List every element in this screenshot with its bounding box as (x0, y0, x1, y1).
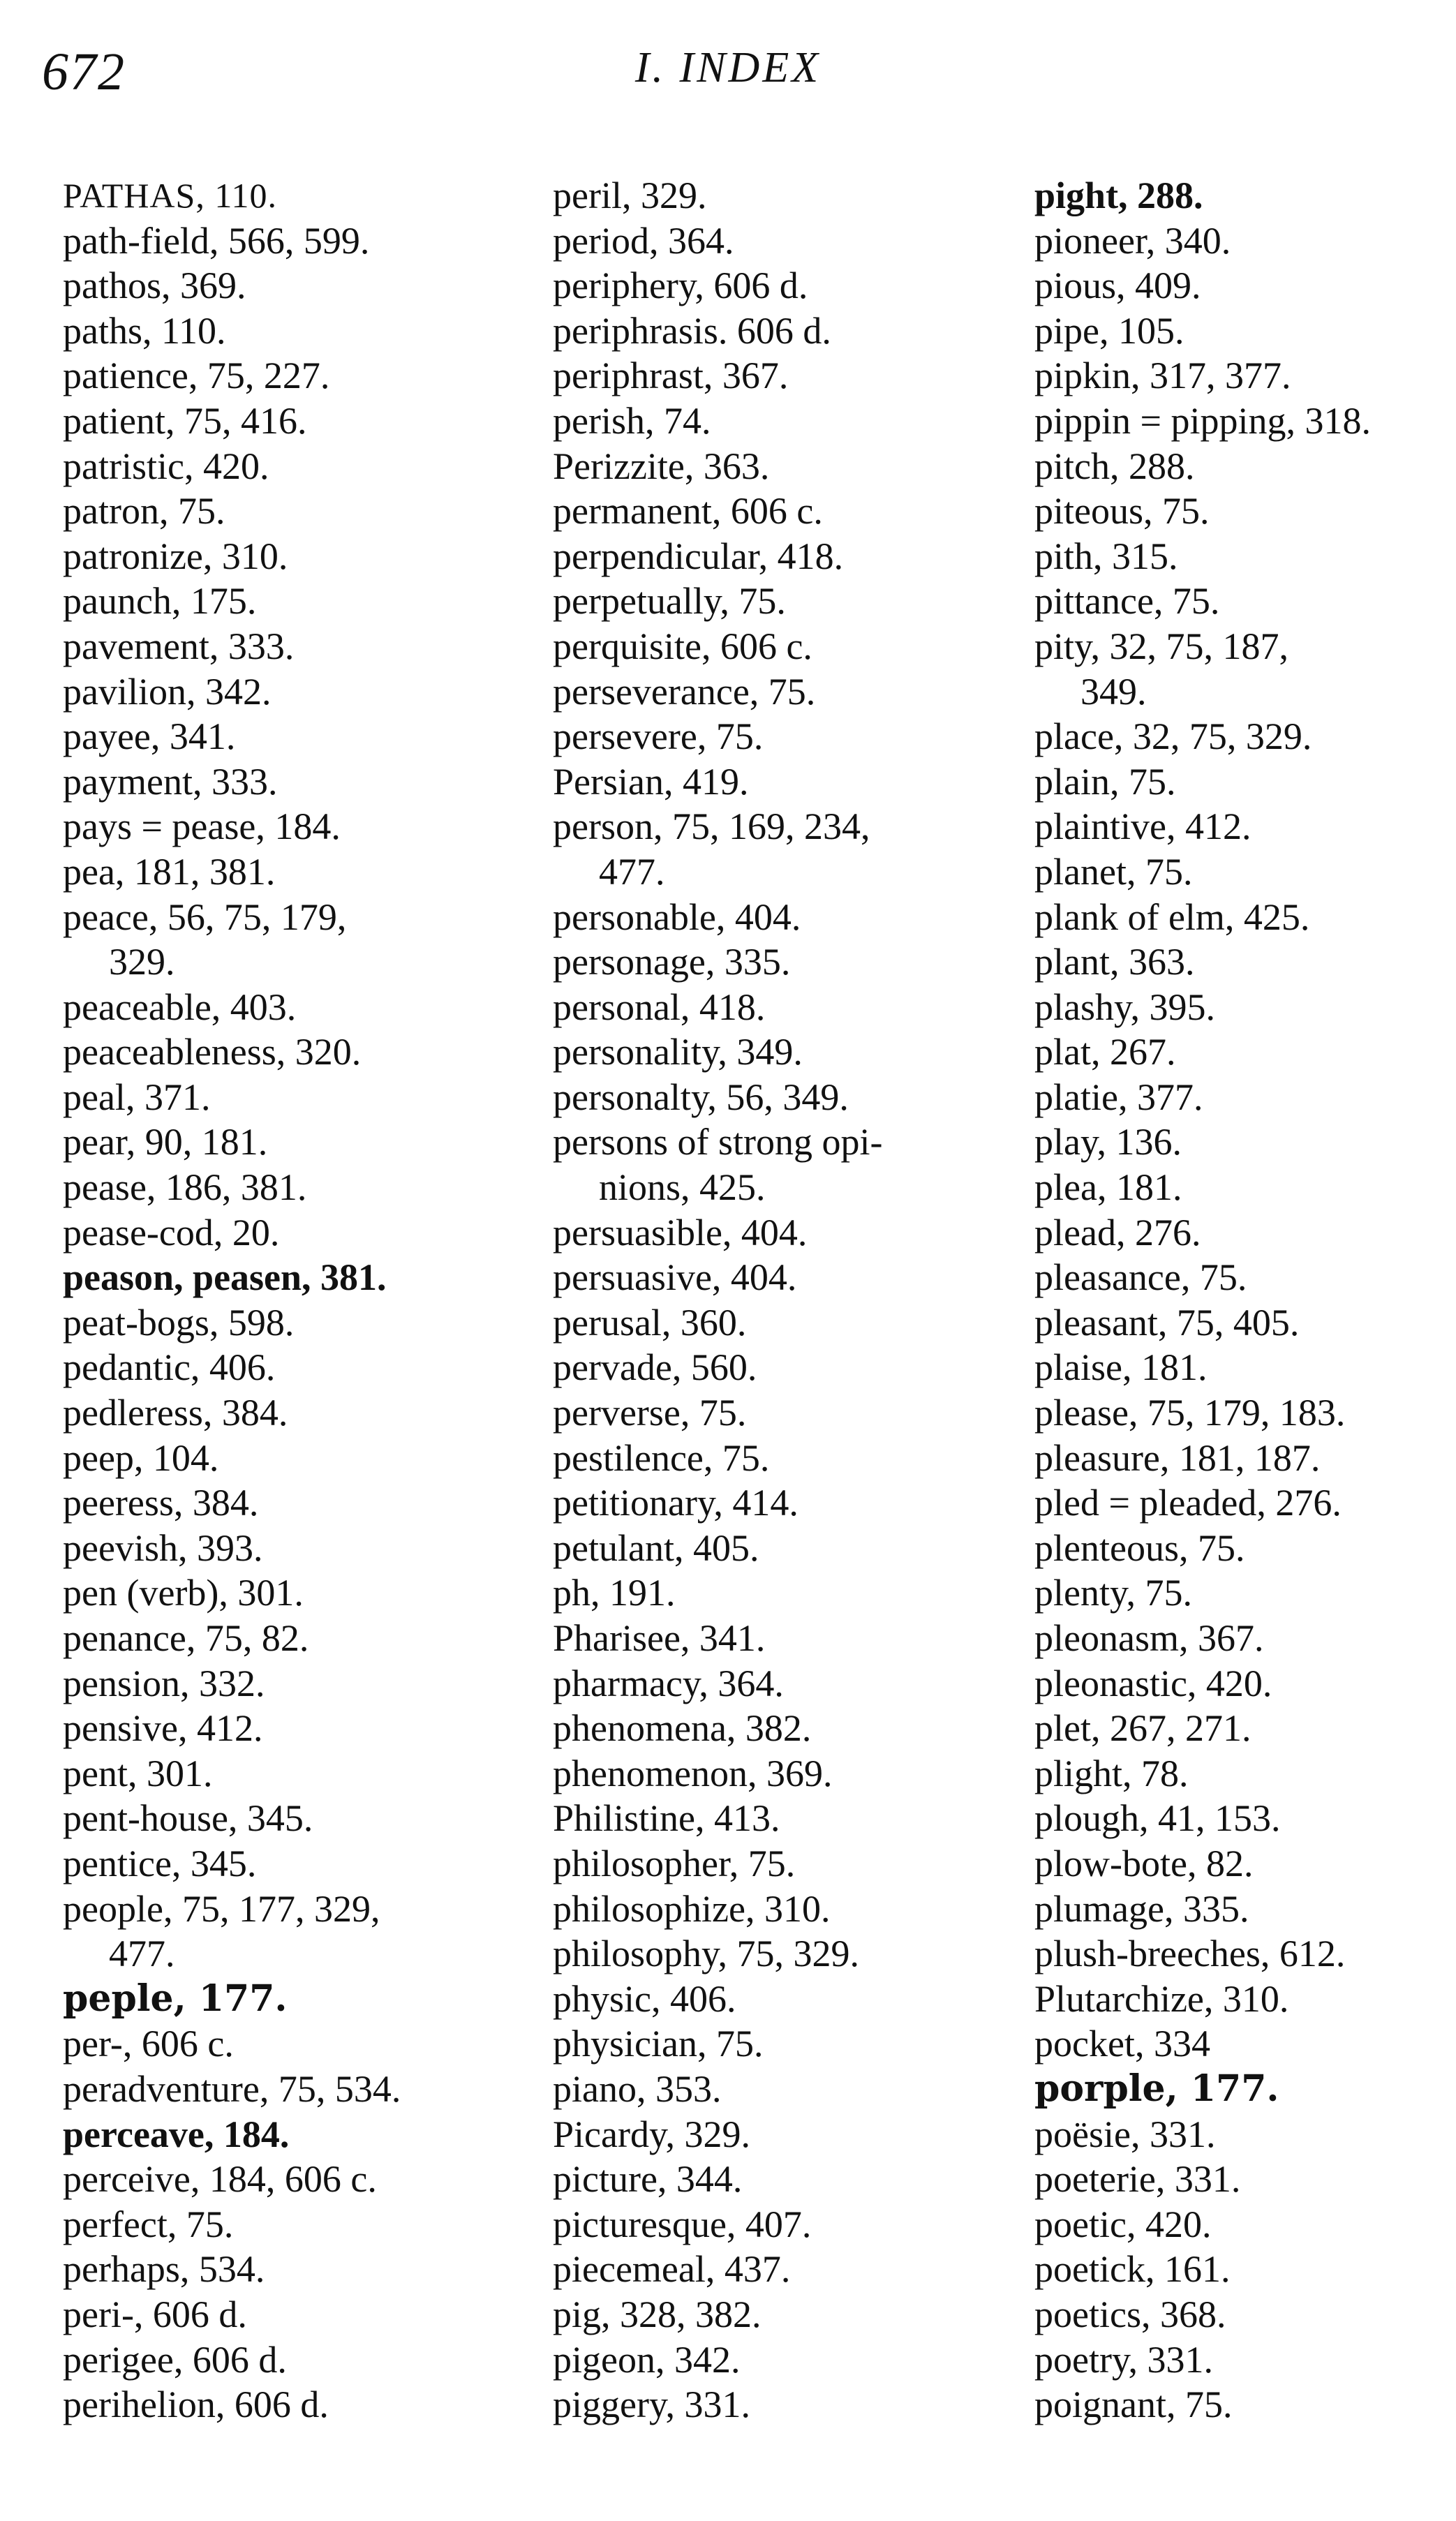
index-entry: peat-bogs, 598. (63, 1301, 295, 1344)
index-entry: pig, 328, 382. (553, 2293, 762, 2335)
index-entry: planet, 75. (1034, 850, 1193, 893)
index-entry: platie, 377. (1034, 1076, 1203, 1118)
index-entry: perverse, 75. (553, 1392, 747, 1434)
index-entry: perigee, 606 d. (63, 2338, 287, 2381)
index-entry: Plutarchize, 310. (1034, 1977, 1289, 2020)
index-entry: people, 75, 177, 329, (63, 1887, 380, 1930)
index-entry: pedantic, 406. (63, 1346, 276, 1389)
index-entry: piecemeal, 437. (553, 2248, 791, 2291)
index-entry: place, 32, 75, 329. (1034, 715, 1312, 758)
index-entry: pedleress, 384. (63, 1392, 288, 1434)
index-entry: perihelion, 606 d. (63, 2384, 329, 2426)
index-entry: pipkin, 317, 377. (1034, 355, 1291, 397)
index-entry: pioneer, 340. (1034, 219, 1231, 262)
index-entry: patient, 75, 416. (63, 399, 307, 442)
index-entry: paths, 110. (63, 309, 226, 352)
index-entry: poetics, 368. (1034, 2293, 1226, 2335)
index-entry: periphrast, 367. (553, 355, 789, 397)
index-entry: pleasure, 181, 187. (1034, 1436, 1321, 1479)
index-entry: pittance, 75. (1034, 580, 1220, 623)
index-entry: physic, 406. (553, 1977, 736, 2020)
index-entry: plaintive, 412. (1034, 805, 1251, 848)
index-entry: porple, 177. (1034, 2067, 1279, 2110)
index-entry: plenteous, 75. (1034, 1526, 1245, 1569)
index-entry: peradventure, 75, 534. (63, 2067, 401, 2110)
index-entry: peple, 177. (63, 1977, 288, 2020)
index-entry: path-field, 566, 599. (63, 219, 370, 262)
index-entry: plow-bote, 82. (1034, 1842, 1254, 1884)
index-entry: person, 75, 169, 234, (553, 805, 870, 848)
index-entry: perhaps, 534. (63, 2248, 265, 2291)
index-entry: perpendicular, 418. (553, 535, 844, 577)
index-entry: peace, 56, 75, 179, (63, 895, 347, 938)
index-entry: plea, 181. (1034, 1166, 1182, 1209)
index-entry: perish, 74. (553, 399, 711, 442)
index-entry: plashy, 395. (1034, 986, 1215, 1028)
index-entry: piggery, 331. (553, 2384, 750, 2426)
index-entry: plead, 276. (1034, 1211, 1201, 1254)
index-entry-continuation: nions, 425. (599, 1166, 766, 1209)
index-entry-continuation: 349. (1080, 670, 1147, 713)
index-entry: phenomena, 382. (553, 1707, 812, 1750)
index-entry: pavilion, 342. (63, 670, 272, 713)
index-column-1 (63, 173, 544, 2427)
index-entry: patristic, 420. (63, 445, 269, 487)
page-number: 672 (42, 43, 126, 101)
index-entry: piteous, 75. (1034, 490, 1210, 533)
index-entry: poetic, 420. (1034, 2203, 1212, 2245)
index-entry: periphrasis. 606 d. (553, 309, 831, 352)
index-entry: perceive, 184, 606 c. (63, 2158, 377, 2201)
index-entry: period, 364. (553, 219, 734, 262)
index-entry: plough, 41, 153. (1034, 1797, 1281, 1840)
index-entry: play, 136. (1034, 1121, 1182, 1163)
index-entry: plush-breeches, 612. (1034, 1933, 1346, 1975)
index-entry: perusal, 360. (553, 1301, 747, 1344)
index-entry: per-, 606 c. (63, 2023, 234, 2065)
index-entry: poetick, 161. (1034, 2248, 1231, 2291)
index-entry: personalty, 56, 349. (553, 1076, 849, 1118)
index-entry: plant, 363. (1034, 941, 1195, 983)
index-entry: permanent, 606 c. (553, 490, 823, 533)
index-entry: plain, 75. (1034, 760, 1176, 803)
index-entry: pensive, 412. (63, 1707, 263, 1750)
index-entry: periphery, 606 d. (553, 265, 808, 307)
index-entry: peril, 329. (553, 174, 707, 216)
index-entry: picture, 344. (553, 2158, 743, 2201)
index-column-2 (553, 173, 1034, 2427)
index-entry: pease, 186, 381. (63, 1166, 307, 1209)
index-entry: pleonasm, 367. (1034, 1617, 1264, 1659)
index-entry: pharmacy, 364. (553, 1662, 784, 1704)
index-entry: pen (verb), 301. (63, 1572, 304, 1614)
index-entry: pith, 315. (1034, 535, 1178, 577)
index-entry: plenty, 75. (1034, 1572, 1192, 1614)
index-entry: Persian, 419. (553, 760, 749, 803)
index-entry: poignant, 75. (1034, 2384, 1233, 2426)
index-entry: pension, 332. (63, 1662, 265, 1704)
index-entry: PATHAS, 110. (63, 176, 277, 215)
index-entry: philosophize, 310. (553, 1887, 831, 1930)
index-entry: perpetually, 75. (553, 580, 786, 623)
index-entry: pestilence, 75. (553, 1436, 770, 1479)
index-entry: paunch, 175. (63, 580, 257, 623)
index-entry: philosopher, 75. (553, 1842, 796, 1884)
index-entry: persevere, 75. (553, 715, 764, 758)
index-entry: pervade, 560. (553, 1346, 757, 1389)
index-entry: pent, 301. (63, 1752, 213, 1794)
index-entry: pipe, 105. (1034, 309, 1184, 352)
index-entry: pleonastic, 420. (1034, 1662, 1272, 1704)
index-entry: perquisite, 606 c. (553, 625, 812, 667)
index-entry: patron, 75. (63, 490, 225, 533)
index-entry: pleasance, 75. (1034, 1256, 1247, 1299)
index-entry: pease-cod, 20. (63, 1211, 280, 1254)
index-entry: pocket, 334 (1034, 2023, 1210, 2065)
index-entry: perceave, 184. (63, 2113, 290, 2155)
running-head: I. INDEX (634, 44, 822, 91)
index-entry: payee, 341. (63, 715, 236, 758)
index-entry-continuation: 329. (109, 941, 175, 983)
index-entry: plumage, 335. (1034, 1887, 1249, 1930)
index-entry: peevish, 393. (63, 1526, 263, 1569)
index-entry: Perizzite, 363. (553, 445, 770, 487)
index-entry: peason, peasen, 381. (63, 1256, 387, 1299)
index-entry: perfect, 75. (63, 2203, 234, 2245)
index-entry: pleasant, 75, 405. (1034, 1301, 1300, 1344)
index-entry: perseverance, 75. (553, 670, 816, 713)
index-entry: pear, 90, 181. (63, 1121, 268, 1163)
index-entry: persons of strong opi- (553, 1121, 883, 1163)
index-entry: peaceable, 403. (63, 986, 297, 1028)
index-entry: phenomenon, 369. (553, 1752, 833, 1794)
index-entry: persuasive, 404. (553, 1256, 797, 1299)
index-entry: persuasible, 404. (553, 1211, 808, 1254)
index-entry-continuation: 477. (109, 1933, 175, 1975)
index-entry: poësie, 331. (1034, 2113, 1216, 2155)
index-entry: physician, 75. (553, 2023, 764, 2065)
index-entry: plat, 267. (1034, 1031, 1176, 1073)
index-entry: pigeon, 342. (553, 2338, 741, 2381)
index-entry: pea, 181, 381. (63, 850, 276, 893)
index-entry: poeterie, 331. (1034, 2158, 1241, 2201)
index-entry: peal, 371. (63, 1076, 211, 1118)
index-entry: plet, 267, 271. (1034, 1707, 1251, 1750)
index-entry: Philistine, 413. (553, 1797, 780, 1840)
index-entry: pippin = pipping, 318. (1034, 399, 1371, 442)
index-entry: petulant, 405. (553, 1526, 759, 1569)
index-entry: pays = pease, 184. (63, 805, 341, 848)
index-entry: peeress, 384. (63, 1482, 259, 1524)
index-entry: plank of elm, 425. (1034, 895, 1310, 938)
index-entry: patronize, 310. (63, 535, 288, 577)
index-entry: poetry, 331. (1034, 2338, 1213, 2381)
index-entry: pitch, 288. (1034, 445, 1195, 487)
index-entry: Picardy, 329. (553, 2113, 750, 2155)
index-entry: plaise, 181. (1034, 1346, 1208, 1389)
index-entry: patience, 75, 227. (63, 355, 330, 397)
index-entry: personage, 335. (553, 941, 791, 983)
index-entry: Pharisee, 341. (553, 1617, 766, 1659)
index-entry-continuation: 477. (599, 850, 665, 893)
index-entry: piano, 353. (553, 2067, 722, 2110)
index-entry: personality, 349. (553, 1031, 803, 1073)
index-entry: picturesque, 407. (553, 2203, 812, 2245)
index-entry: petitionary, 414. (553, 1482, 798, 1524)
index-entry: pled = pleaded, 276. (1034, 1482, 1342, 1524)
index-column-3 (1034, 173, 1446, 2427)
index-entry: please, 75, 179, 183. (1034, 1392, 1346, 1434)
index-entry: ph, 191. (553, 1572, 676, 1614)
index-entry: peri-, 606 d. (63, 2293, 247, 2335)
index-entry: pavement, 333. (63, 625, 295, 667)
index-entry: peaceableness, 320. (63, 1031, 362, 1073)
index-entry: plight, 78. (1034, 1752, 1189, 1794)
index-entry: pity, 32, 75, 187, (1034, 625, 1288, 667)
index-entry: penance, 75, 82. (63, 1617, 309, 1659)
index-entry: pathos, 369. (63, 265, 246, 307)
index-entry: personal, 418. (553, 986, 766, 1028)
index-entry: peep, 104. (63, 1436, 219, 1479)
index-entry: pight, 288. (1034, 174, 1203, 216)
index-entry: pent-house, 345. (63, 1797, 313, 1840)
index-entry: philosophy, 75, 329. (553, 1933, 860, 1975)
index-entry: pentice, 345. (63, 1842, 257, 1884)
index-entry: payment, 333. (63, 760, 278, 803)
index-entry: personable, 404. (553, 895, 801, 938)
index-entry: pious, 409. (1034, 265, 1201, 307)
